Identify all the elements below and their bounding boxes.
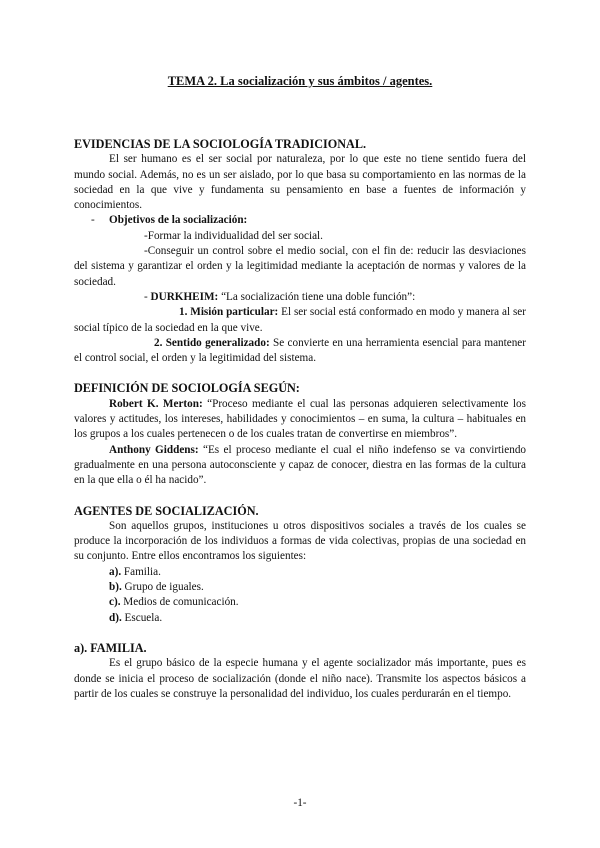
list-letter: c). — [109, 596, 121, 609]
list-letter: a). — [109, 565, 122, 578]
bullet-label-objetivos: Objetivos de la socialización: — [109, 214, 248, 227]
list-text: Medios de comunicación. — [120, 596, 239, 609]
paragraph-agentes: Son aquellos grupos, instituciones u otros dispositivos sociales a través de los cuales se produce la incorporación de los individuos a formas de vida colectivas, propias de una sociedad en su conjunto. Entre ellos encontramos los siguientes: — [74, 519, 526, 563]
merton-label: Robert K. Merton: — [109, 397, 203, 410]
list-text: Familia. — [121, 565, 161, 578]
spacer — [74, 366, 526, 381]
document-title: TEMA 2. La socialización y sus ámbitos / agentes. — [167, 74, 433, 88]
document-body — [74, 137, 526, 702]
list-letter: b). — [109, 581, 122, 594]
point-2-label: 2. Sentido generalizado: — [154, 336, 270, 349]
giddens-label: Anthony Giddens: — [109, 443, 199, 456]
durkheim-text: “La socialización tiene una doble función”: — [218, 290, 416, 303]
objetivo-item-2: -Conseguir un control sobre el medio social, con el fin de: reducir las desviaciones del sistema y garantizar el orden y la legitimidad mediante la aceptación de normas y valores de la sociedad. — [74, 245, 526, 288]
durkheim-line — [74, 290, 526, 305]
point-1-label: 1. Misión particular: — [179, 306, 279, 319]
list-item — [74, 595, 526, 610]
section-heading-familia: a). FAMILIA. — [74, 640, 147, 655]
paragraph-giddens — [74, 443, 526, 489]
paragraph-ser-social: El ser humano es el ser social por naturaleza, por lo que este no tiene sentido fuera del mundo social. Además, no es un ser aislado, por lo que basa su comportamiento en las normas de la sociedad en la que vive y fundamenta su pensamiento en base a fuentes de información y conocimientos. — [74, 153, 526, 212]
list-item — [74, 565, 526, 580]
merton-text: “Proceso mediante el cual las personas adquieren selectivamente los valores y actitudes, los intereses, habilidades y conocimientos – en suma, la cultura – habituales en los grupos a los cuales pertenecen o de los cuales tratan de convertirse en miembros”. — [74, 397, 526, 441]
list-item — [74, 611, 526, 626]
durkheim-prefix: - — [144, 290, 151, 303]
section-heading-agentes: AGENTES DE SOCIALIZACIÓN. — [74, 503, 259, 518]
giddens-text: “Es el proceso mediante el cual el niño indefenso se va convirtiendo gradualmente en una persona autoconsciente y capaz de conocer, diestra en las formas de la cultura en la que ella o él ha nacido”. — [74, 443, 527, 487]
list-item — [74, 580, 526, 595]
durkheim-label: DURKHEIM: — [150, 290, 219, 303]
section-heading-definicion: DEFINICIÓN DE SOCIOLOGÍA SEGÚN: — [74, 381, 300, 396]
bullet-dash: - — [91, 214, 95, 227]
spacer — [74, 489, 526, 504]
paragraph-familia: Es el grupo básico de la especie humana y el agente socializador más importante, pues es donde se inicia el proceso de socialización (donde el niño nace). Transmite los aspectos básicos a partir de los cuales se construye la personalidad del individuo, los cuales perdurarán en el tiempo. — [74, 657, 526, 700]
point-2-text: Se convierte en una herramienta esencial para mantener el control social, el orden y la legitimidad del sistema. — [74, 336, 527, 365]
list-text: Escuela. — [121, 611, 163, 624]
list-letter: d). — [109, 611, 122, 624]
paragraph-merton — [74, 397, 526, 443]
section-heading-evidencias: EVIDENCIAS DE LA SOCIOLOGÍA TRADICIONAL. — [74, 137, 367, 151]
bullet-objetivos — [74, 213, 526, 228]
page-number: -1- — [293, 797, 307, 809]
objetivo-item-1: -Formar la individualidad del ser social. — [144, 229, 323, 242]
list-text: Grupo de iguales. — [121, 581, 204, 594]
point-sentido-generalizado — [74, 336, 526, 367]
point-1-text: El ser social está conformado en modo y manera al ser social típico de la sociedad en la que vive. — [74, 306, 526, 334]
point-mision-particular — [74, 305, 526, 336]
spacer — [74, 626, 526, 641]
